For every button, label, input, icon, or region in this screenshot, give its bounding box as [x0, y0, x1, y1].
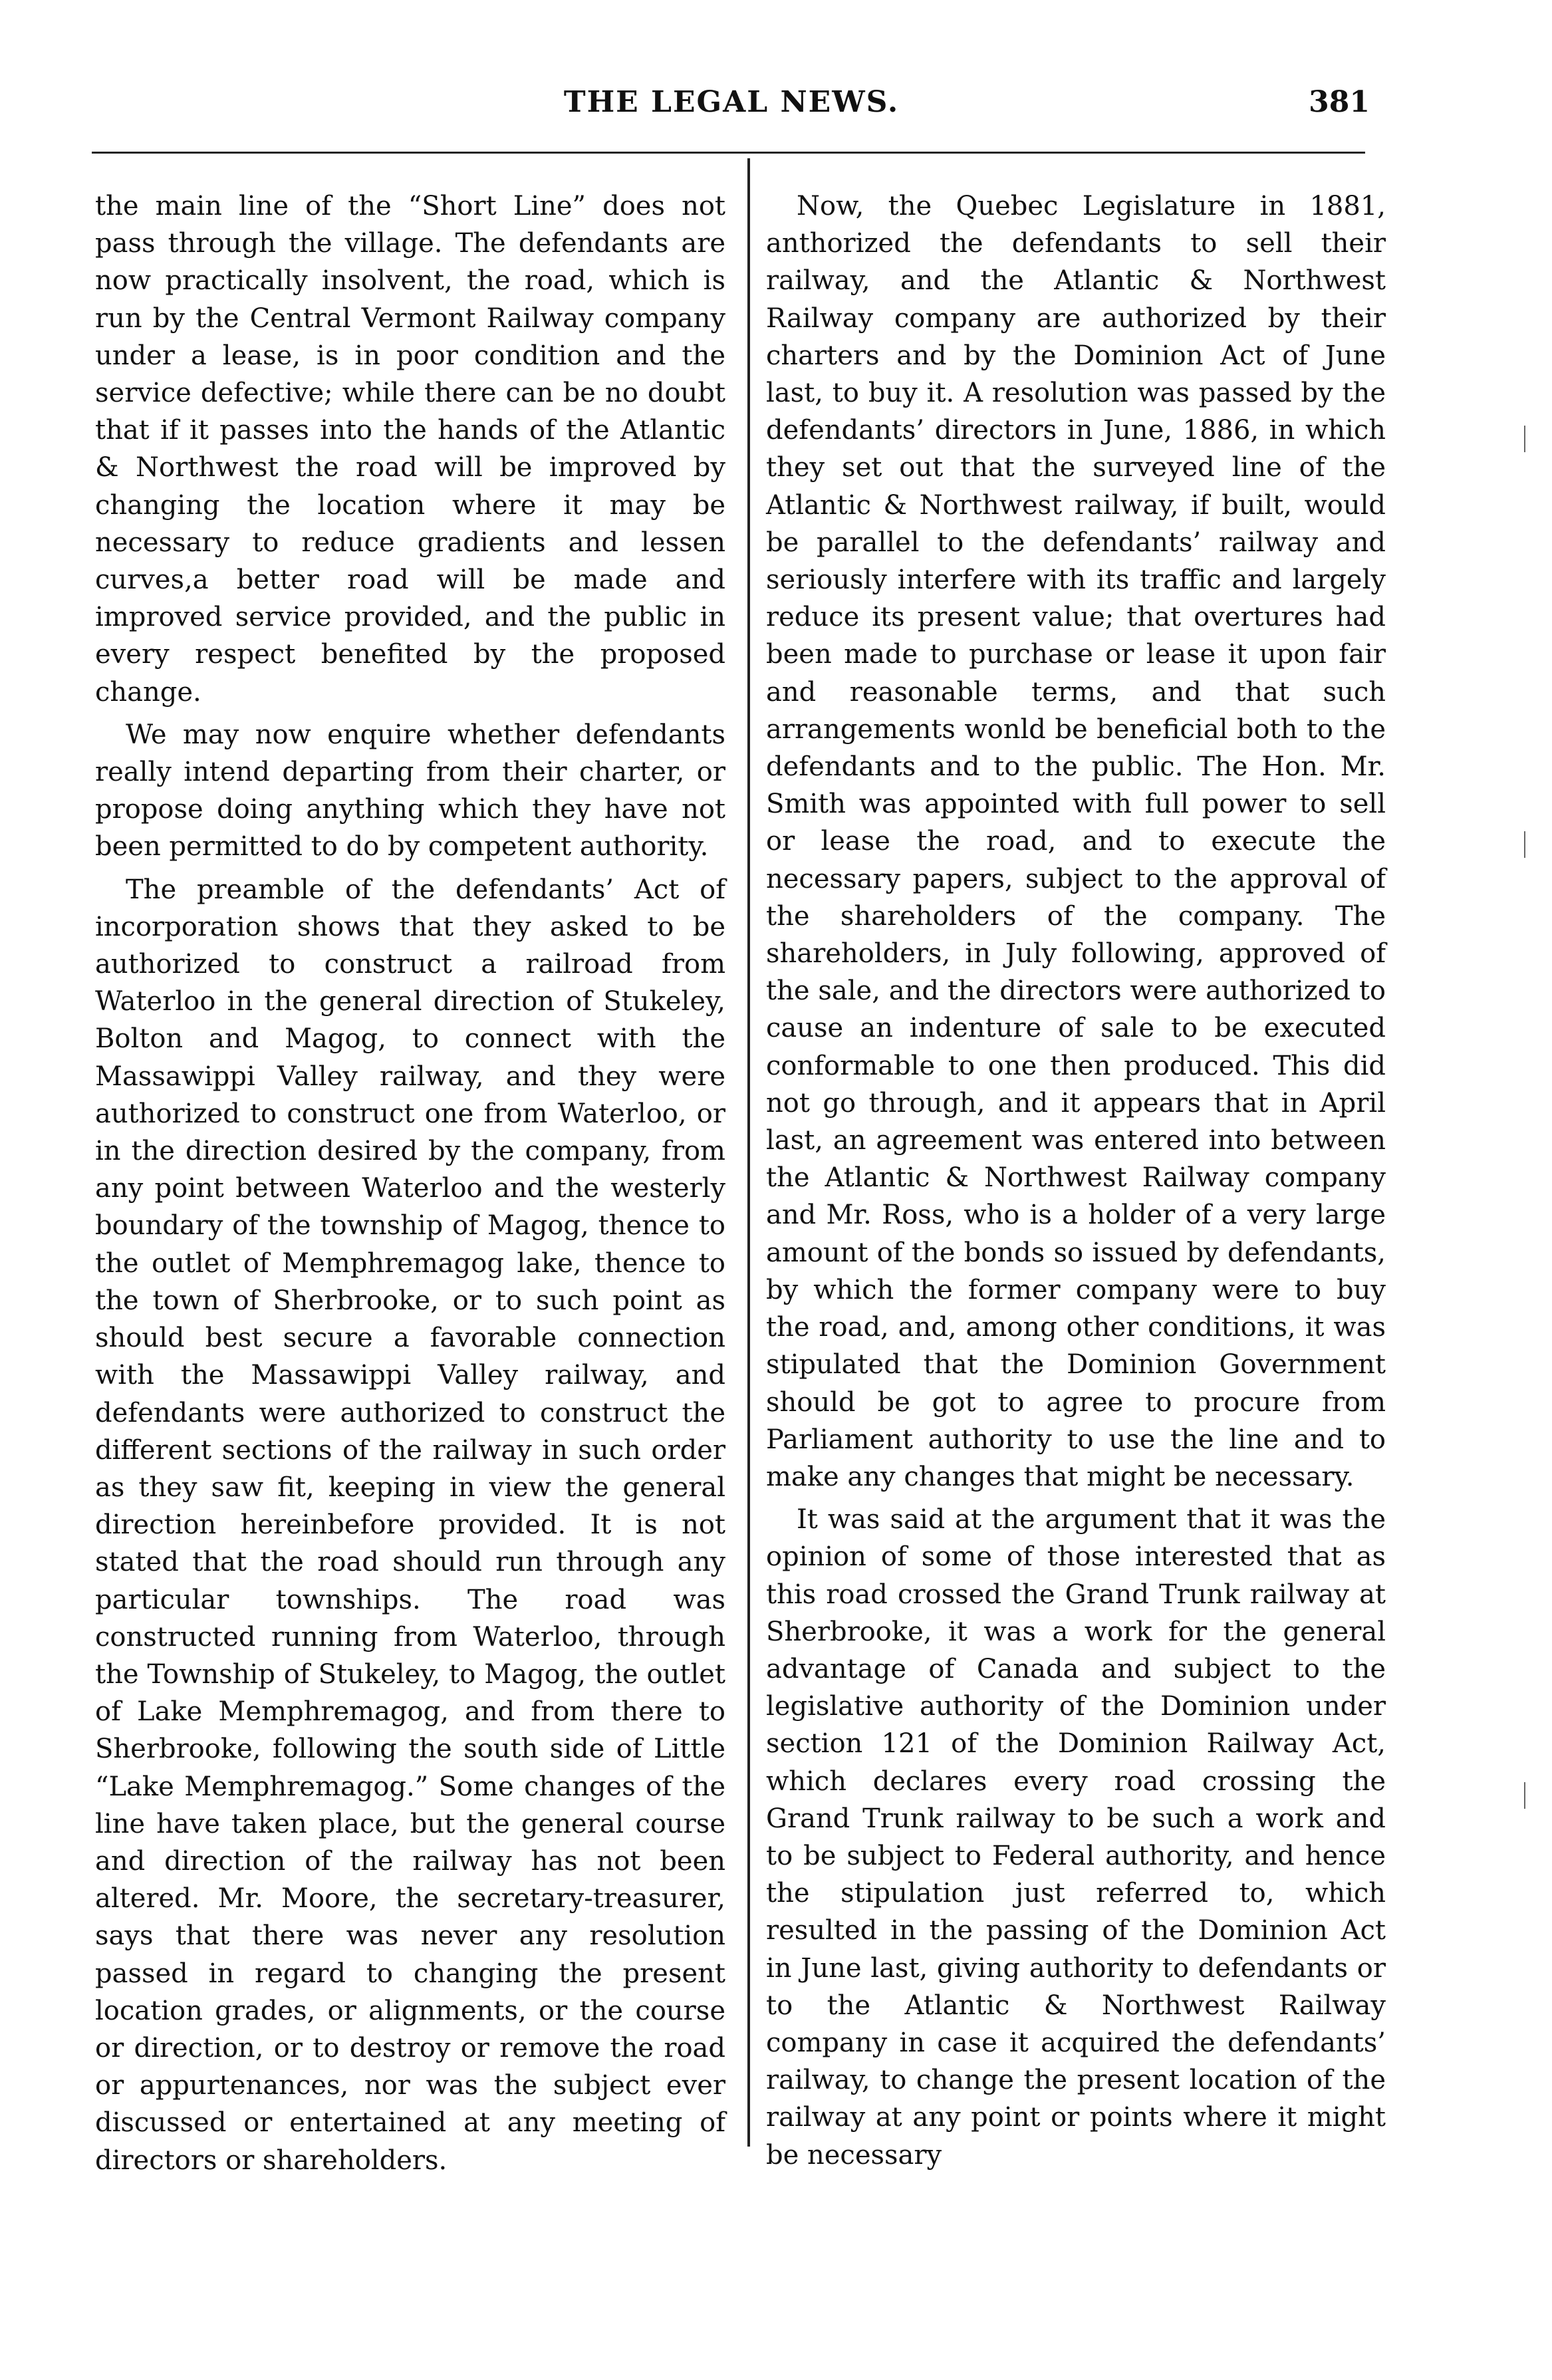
- paragraph: the main line of the “Short Line” does not pass through the village. The defendants are now practically insolvent, the road, which is run by the Central Vermont Railway company under a lease, is in poor condition and the service defective; while there can be no doubt that if it passes into the hands of the Atlantic & Northwest the road will be improved by changing the location where it may be necessary to reduce gradients and lessen curves,a better road will be made and improved service provided, and the public in every respect benefited by the proposed change.: [95, 191, 725, 708]
- page-header: [93, 85, 1370, 138]
- running-title: THE LEGAL NEWS.: [563, 85, 900, 119]
- left-column: [95, 188, 725, 2179]
- page-number: 381: [1309, 85, 1370, 119]
- page-edge-mark: [1524, 831, 1525, 858]
- column-divider: [747, 158, 750, 2147]
- paragraph: The preamble of the defendants’ Act of incorporation shows that they asked to be authorized to construct a railroad from Waterloo in the general direction of Stukeley, Bolton and Magog, to connect with the Massawippi Valley railway, and they were authorized to construct one from Waterloo, or in the direction desired by the company, from any point between Waterloo and the westerly boundary of the township of Magog, thence to the outlet of Memphremagog lake, thence to the town of Sherbrooke, or to such point as should best secure a favorable connection with the Massawippi Valley railway, and defendants were authorized to construct the different sections of the railway in such order as they saw fit, keeping in view the general direction hereinbefore provided. It is not stated that the road should run through any particular townships. The road was constructed running from Waterloo, through the Township of Stukeley, to Magog, the outlet of Lake Memphremagog, and from there to Sherbrooke, following the south side of Little “Lake Memphremagog.” Some changes of the line have taken place, but the general course and direction of the railway has not been altered. Mr. Moore, the secretary-treasurer, says that there was never any resolution passed in regard to changing the present location grades, or alignments, or the course or direction, or to destroy or remove the road or appurtenances, nor was the subject ever discussed or entertained at any meeting of directors or shareholders.: [95, 874, 725, 2176]
- paragraph: It was said at the argument that it was the opinion of some of those interested that as this road crossed the Grand Trunk railway at Sherbrooke, it was a work for the general advantage of Canada and subject to the legislative authority of the Dominion under section 121 of the Dominion Railway Act, which declares every road crossing the Grand Trunk railway to be such a work and to be subject to Federal authority, and hence the stipulation just referred to, which resulted in the passing of the Dominion Act in June last, giving authority to defendants or to the Atlantic & Northwest Railway company in case it acquired the defendants’ railway, to change the present location of the railway at any point or points where it might be necessary: [766, 1504, 1386, 2171]
- page-edge-mark: [1524, 1782, 1525, 1809]
- right-column: [766, 188, 1386, 2174]
- header-rule: [92, 152, 1365, 154]
- paragraph: Now, the Quebec Legislature in 1881, anthorized the defendants to sell their railway, and the Atlantic & Northwest Railway company are authorized by their charters and by the Dominion Act of June last, to buy it. A resolution was passed by the defendants’ directors in June, 1886, in which they set out that the surveyed line of the Atlantic & Northwest railway, if built, would be parallel to the defendants’ railway and seriously interfere with its traffic and largely reduce its present value; that overtures had been made to purchase or lease it upon fair and reasonable terms, and that such arrangements wonld be beneficial both to the defendants and to the public. The Hon. Mr. Smith was appointed with full power to sell or lease the road, and to execute the necessary papers, subject to the approval of the shareholders of the company. The shareholders, in July following, approved of the sale, and the directors were authorized to cause an indenture of sale to be executed conformable to one then produced. This did not go through, and it appears that in April last, an agreement was entered into between the Atlantic & Northwest Railway company and Mr. Ross, who is a holder of a very large amount of the bonds so issued by defendants, by which the former company were to buy the road, and, among other conditions, it was stipulated that the Dominion Government should be got to agree to procure from Parliament authority to use the line and to make any changes that might be necessary.: [766, 191, 1386, 1492]
- page-edge-mark: [1524, 426, 1525, 452]
- paragraph: We may now enquire whether defendants really intend departing from their charter, or propose doing anything which they have not been permitted to do by competent authority.: [95, 719, 725, 862]
